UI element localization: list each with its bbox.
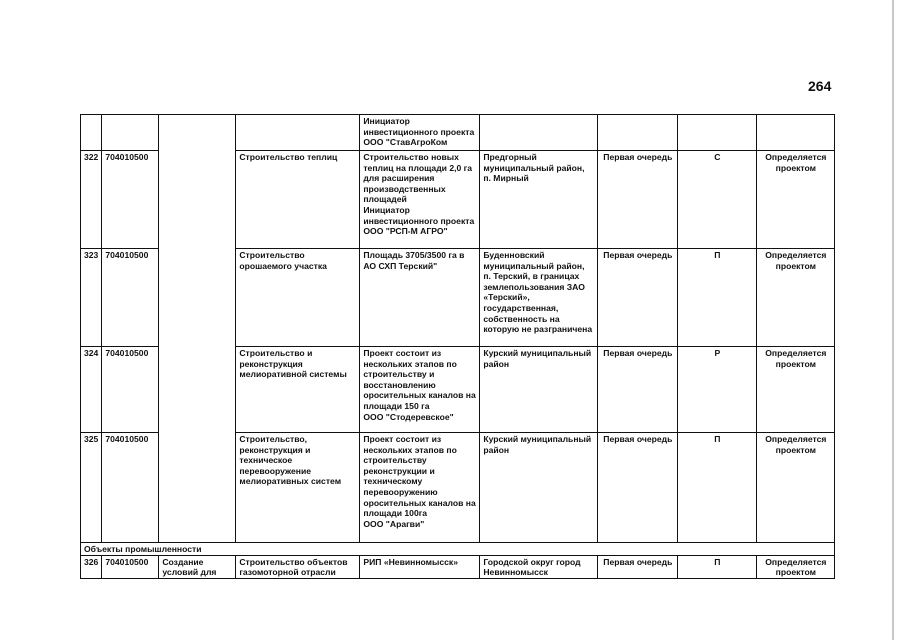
cell-num: 325 [81, 433, 102, 543]
cell-name: Строительство, реконструкция и техническое перевооружение мелиоративных систем [236, 433, 360, 543]
section-title: Объекты промышленности [81, 543, 835, 556]
cell-code [102, 115, 159, 151]
cell-description: Проект состоит из нескольких этапов по строительству реконструкции и техническому перевооружению оросительных каналов на площади 100га ООО "Арагви" [360, 433, 480, 543]
cell-num: 322 [81, 151, 102, 249]
table-row-continuation [81, 115, 835, 151]
cell-description: Строительство новых теплиц на площади 2,0 га для расширения производственных площадей Инициатор инвестиционного проекта ООО "РСП-М АГРО" [360, 151, 480, 249]
cell-description: РИП «Невинномысск» [360, 555, 480, 578]
cell-location: Буденновский муниципальный район, п. Терский, в границах землепользования ЗАО «Терский», государственная, собственность на которую не разграничена [480, 249, 598, 347]
cell-status: Р [678, 347, 757, 433]
cell-cost [757, 115, 835, 151]
cell-num [81, 115, 102, 151]
cell-status: П [678, 555, 757, 578]
cell-group: Создание условий для [159, 555, 236, 578]
cell-group-merged [159, 115, 236, 543]
cell-stage: Первая очередь [598, 347, 678, 433]
cell-code: 704010500 [102, 433, 159, 543]
section-row [81, 543, 835, 556]
cell-location: Курский муниципальный район [480, 347, 598, 433]
cell-stage: Первая очередь [598, 249, 678, 347]
cell-num: 323 [81, 249, 102, 347]
cell-status [678, 115, 757, 151]
cell-status: П [678, 433, 757, 543]
cell-name: Строительство орошаемого участка [236, 249, 360, 347]
cell-cost: Определяется проектом [757, 151, 835, 249]
cell-num: 326 [81, 555, 102, 578]
cell-stage [598, 115, 678, 151]
cell-cost: Определяется проектом [757, 249, 835, 347]
cell-status: П [678, 249, 757, 347]
cell-cost: Определяется проектом [757, 347, 835, 433]
cell-name [236, 115, 360, 151]
cell-description: Проект состоит из нескольких этапов по строительству и восстановлению оросительных каналов на площади 150 га ООО "Стодеревское" [360, 347, 480, 433]
cell-cost: Определяется проектом [757, 433, 835, 543]
cell-code: 704010500 [102, 347, 159, 433]
cell-cost: Определяется проектом [757, 555, 835, 578]
cell-location: Курский муниципальный район [480, 433, 598, 543]
cell-code: 704010500 [102, 555, 159, 578]
table-row [81, 555, 835, 578]
cell-location: Городской округ город Невинномысск [480, 555, 598, 578]
cell-status: С [678, 151, 757, 249]
cell-stage: Первая очередь [598, 151, 678, 249]
cell-name: Строительство теплиц [236, 151, 360, 249]
page-edge-rule [892, 0, 894, 640]
cell-name: Строительство объектов газомоторной отрасли [236, 555, 360, 578]
cell-description: Инициатор инвестиционного проекта ООО "СтавАгроКом [360, 115, 480, 151]
cell-code: 704010500 [102, 151, 159, 249]
cell-location [480, 115, 598, 151]
cell-num: 324 [81, 347, 102, 433]
page-number: 264 [808, 78, 832, 94]
cell-stage: Первая очередь [598, 555, 678, 578]
cell-name: Строительство и реконструкция мелиоративной системы [236, 347, 360, 433]
cell-code: 704010500 [102, 249, 159, 347]
cell-description: Площадь 3705/3500 га в АО СХП Терский" [360, 249, 480, 347]
cell-location: Предгорный муниципальный район, п. Мирный [480, 151, 598, 249]
projects-table [80, 114, 835, 579]
cell-stage: Первая очередь [598, 433, 678, 543]
